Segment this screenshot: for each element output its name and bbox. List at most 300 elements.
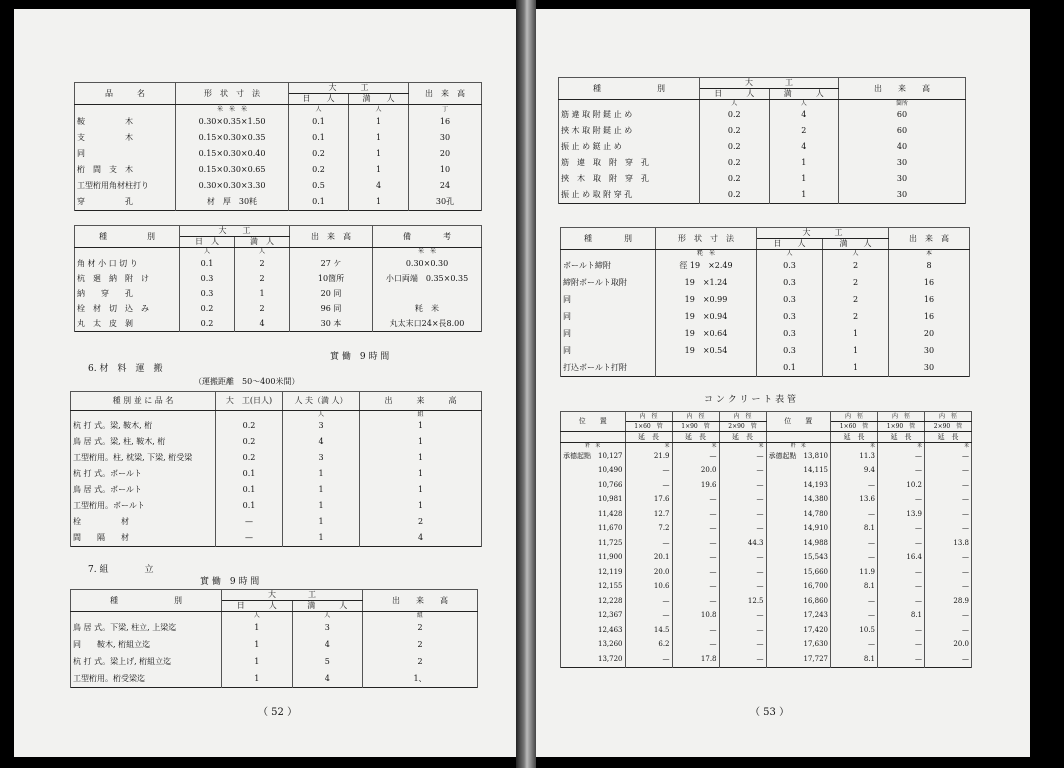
unit-c2: 米: [878, 443, 925, 450]
cell-len-1x90: —: [672, 638, 719, 653]
cell-len-1x90: —: [878, 623, 925, 638]
unit-day: 人: [700, 100, 770, 108]
cell-len-2x90: —: [719, 449, 766, 464]
section-material-transport: 6. 材 料 運 搬: [88, 364, 163, 374]
cell-daiku: 0.1: [216, 466, 283, 482]
cell-item: 工型桁用角材柱打り: [75, 178, 176, 194]
th-c2b-left: 1×90 管: [672, 422, 719, 432]
cell-full: 2: [235, 256, 290, 271]
th-c3a-left: 内 徑: [719, 412, 766, 422]
cell-len-1x90: 16.4: [878, 551, 925, 566]
cell-output: 30 本: [290, 316, 373, 332]
cell-len-2x90: —: [925, 580, 972, 595]
table-row: [561, 652, 972, 667]
th-day: 日 人: [222, 601, 293, 612]
cell-len-1x90: —: [878, 594, 925, 609]
th-len2-left: 延 長: [672, 432, 719, 443]
th-daiku: 大 工: [222, 590, 363, 601]
cell-note: [373, 286, 482, 301]
cell-output: 1: [360, 466, 482, 482]
table-row: [559, 139, 966, 155]
table-row: [561, 493, 972, 508]
cell-len-1x60: —: [625, 652, 672, 667]
cell-position: 承德起點 13,810: [766, 449, 831, 464]
th-output: 出 来 高: [363, 590, 478, 612]
cell-day: 0.2: [180, 316, 235, 332]
cell-len-1x60: 9.4: [831, 464, 878, 479]
unit-full: 人: [349, 105, 409, 115]
cell-position: 14,380: [766, 493, 831, 508]
cell-daiku: 0.1: [216, 482, 283, 498]
cell-full: 3: [292, 619, 363, 636]
cell-full: 1: [349, 162, 409, 178]
table-row: [75, 316, 482, 332]
cell-len-2x90: —: [925, 609, 972, 624]
cell-output: 16: [889, 274, 970, 291]
cell-kind: 工型桁用。桁受梁迄: [71, 670, 222, 688]
cell-len-1x90: —: [672, 522, 719, 537]
cell-ninpu: 3: [283, 418, 360, 434]
cell-len-2x90: 13.8: [925, 536, 972, 551]
cell-len-2x90: —: [925, 551, 972, 566]
th-output: 出 来 高: [290, 226, 373, 248]
cell-output: 16: [409, 114, 482, 130]
cell-len-1x90: —: [672, 551, 719, 566]
cell-note: 丸太末口24×長8.00: [373, 316, 482, 332]
cell-item: 同: [75, 146, 176, 162]
th-full: 満 人: [235, 237, 290, 248]
table-row: [75, 301, 482, 316]
cell-kind: 栓 材: [71, 514, 216, 530]
cell-daiku: —: [216, 530, 283, 547]
cell-len-1x90: —: [878, 449, 925, 464]
table-row: [561, 594, 972, 609]
cell-kind: 栓 材 切 込 み: [75, 301, 180, 316]
table-row: [75, 162, 482, 178]
cell-daiku: 0.2: [216, 434, 283, 450]
cell-len-2x90: —: [925, 623, 972, 638]
cell-len-2x90: —: [719, 565, 766, 580]
cell-len-1x90: —: [878, 565, 925, 580]
cell-len-2x90: —: [719, 638, 766, 653]
cell-full: 2: [823, 291, 889, 308]
cell-kind: 同: [561, 291, 656, 308]
cell-full: 1: [823, 342, 889, 359]
cell-len-1x90: —: [878, 522, 925, 537]
cell-len-1x90: 13.9: [878, 507, 925, 522]
unit-note: 米 米: [373, 248, 482, 257]
table-row: [75, 286, 482, 301]
cell-full: 1: [769, 155, 839, 171]
table-row: [561, 478, 972, 493]
unit-output: 組: [363, 612, 478, 620]
cell-len-1x60: 8.1: [831, 522, 878, 537]
cell-kind: 打込ボールト打附: [561, 359, 656, 377]
cell-full: 2: [769, 123, 839, 139]
cell-daiku: 0.1: [216, 498, 283, 514]
th-kind: 種 別: [561, 228, 656, 250]
cell-len-1x90: —: [878, 638, 925, 653]
cell-len-1x90: —: [878, 464, 925, 479]
cell-position: 14,780: [766, 507, 831, 522]
cell-position: 13,720: [561, 652, 626, 667]
cell-position: 14,988: [766, 536, 831, 551]
cell-output: 20: [889, 325, 970, 342]
cell-len-1x60: —: [625, 464, 672, 479]
cell-full: 1: [349, 146, 409, 162]
cell-len-1x60: —: [831, 536, 878, 551]
table-body: [561, 250, 970, 377]
cell-len-1x60: 20.1: [625, 551, 672, 566]
cell-item: 支 木: [75, 130, 176, 146]
cell-kind: ボールト締附: [561, 257, 656, 274]
cell-dims: 徑 19 ×2.49: [656, 257, 757, 274]
cell-day: 0.3: [757, 257, 823, 274]
cell-kind: 角 材 小 口 切 り: [75, 256, 180, 271]
section-concrete-pipe: コ ン ク リ ー ト 表 管: [704, 395, 797, 405]
cell-kind: 間 隔 材: [71, 530, 216, 547]
th-pos-right: 位 置: [766, 412, 831, 432]
cell-position: 11,725: [561, 536, 626, 551]
cell-kind: 鳥 居 式。ボールト: [71, 482, 216, 498]
cell-kind: 杭 打 式。梁上げ, 桁組立迄: [71, 653, 222, 670]
table-row: [561, 536, 972, 551]
table-row: [561, 342, 970, 359]
cell-output: 10箇所: [290, 271, 373, 286]
table-row: [561, 609, 972, 624]
th-len-blank: [766, 432, 831, 443]
table-row: [71, 498, 482, 514]
th-day: 日 人: [700, 89, 770, 100]
cell-kind: 工型桁用。柱, 枕梁, 下梁, 桁受梁: [71, 450, 216, 466]
cell-kind: 挾 木 取 附 鎹 止 め: [559, 123, 700, 139]
cell-day: 0.3: [757, 291, 823, 308]
cell-len-1x90: 10.2: [878, 478, 925, 493]
th-len3-right: 延 長: [925, 432, 972, 443]
cell-full: 1: [823, 325, 889, 342]
cell-len-2x90: —: [719, 493, 766, 508]
unit-ninpu: 人: [283, 411, 360, 419]
cell-day: 0.2: [289, 146, 349, 162]
cell-position: 12,228: [561, 594, 626, 609]
cell-position: 14,193: [766, 478, 831, 493]
table-row: [75, 256, 482, 271]
cell-len-1x60: —: [831, 638, 878, 653]
table-assembly: [70, 589, 478, 688]
cell-len-2x90: —: [925, 464, 972, 479]
table-body: [561, 443, 972, 668]
cell-output: 30: [839, 171, 966, 187]
cell-full: 4: [292, 670, 363, 688]
th-full: 満 人: [292, 601, 363, 612]
cell-kind: 振 止 め 取 附 穿 孔: [559, 187, 700, 204]
cell-output: 20: [409, 146, 482, 162]
cell-len-2x90: —: [719, 551, 766, 566]
cell-day: 0.1: [289, 130, 349, 146]
th-len1-left: 延 長: [625, 432, 672, 443]
cell-full: 2: [235, 271, 290, 286]
cell-len-2x90: —: [719, 652, 766, 667]
table-body: [559, 100, 966, 204]
cell-output: 16: [889, 291, 970, 308]
th-kind: 種 別: [559, 78, 700, 100]
cell-position: 17,243: [766, 609, 831, 624]
th-c1a-left: 内 徑: [625, 412, 672, 422]
cell-output: 1: [360, 498, 482, 514]
th-c1a-right: 内 徑: [831, 412, 878, 422]
cell-position: 17,727: [766, 652, 831, 667]
cell-kind: 納 穿 孔: [75, 286, 180, 301]
table-row: [561, 580, 972, 595]
cell-day: 0.2: [289, 162, 349, 178]
table-row: [71, 619, 478, 636]
table-body: [75, 105, 482, 211]
cell-day: 0.1: [180, 256, 235, 271]
th-c3b-right: 2×90 管: [925, 422, 972, 432]
table-row: [561, 464, 972, 479]
cell-len-1x90: —: [672, 493, 719, 508]
cell-len-1x60: —: [831, 507, 878, 522]
table-row: [561, 449, 972, 464]
cell-ninpu: 1: [283, 530, 360, 547]
cell-kind: 鳥 居 式。下梁, 柱立, 上梁迄: [71, 619, 222, 636]
table-row: [561, 638, 972, 653]
th-dims: 形 状 寸 法: [656, 228, 757, 250]
cell-position: 10,766: [561, 478, 626, 493]
cell-output: 2: [363, 636, 478, 653]
cell-len-1x60: —: [625, 536, 672, 551]
cell-output: 24: [409, 178, 482, 194]
table-row: [561, 257, 970, 274]
cell-len-2x90: —: [719, 522, 766, 537]
cell-full: 1: [349, 130, 409, 146]
cell-dims: 0.15×0.30×0.65: [176, 162, 289, 178]
cell-len-1x60: 11.3: [831, 449, 878, 464]
book-spine: [516, 0, 536, 768]
table-row: [71, 482, 482, 498]
cell-day: 0.3: [180, 286, 235, 301]
cell-full: 4: [349, 178, 409, 194]
unit-dims: 米 米 米: [176, 105, 289, 115]
th-output: 出 来 高: [839, 78, 966, 100]
unit-day: 人: [757, 250, 823, 258]
cell-len-1x90: —: [672, 507, 719, 522]
cell-full: 1: [823, 359, 889, 377]
th-c3a-right: 内 徑: [925, 412, 972, 422]
cell-len-1x60: —: [831, 609, 878, 624]
cell-daiku: 0.2: [216, 450, 283, 466]
cell-len-1x60: 13.6: [831, 493, 878, 508]
th-c2a-right: 内 徑: [878, 412, 925, 422]
cell-position: 11,900: [561, 551, 626, 566]
th-c3b-left: 2×90 管: [719, 422, 766, 432]
cell-len-1x60: 14.5: [625, 623, 672, 638]
cell-full: 1: [769, 187, 839, 204]
cell-day: 0.2: [700, 155, 770, 171]
unit-day: 人: [289, 105, 349, 115]
cell-day: 0.3: [757, 308, 823, 325]
table-transport: [70, 391, 482, 547]
unit-pos: 粁 米: [561, 443, 626, 450]
cell-day: 0.5: [289, 178, 349, 194]
cell-output: 30: [889, 359, 970, 377]
table-row: [71, 466, 482, 482]
table-row: [71, 450, 482, 466]
unit-c3: 米: [719, 443, 766, 450]
unit-full: 人: [823, 250, 889, 258]
cell-day: 0.3: [757, 325, 823, 342]
cell-day: 0.3: [757, 342, 823, 359]
cell-len-1x90: —: [672, 580, 719, 595]
cell-dims: 0.15×0.30×0.40: [176, 146, 289, 162]
cell-full: 1: [349, 194, 409, 211]
cell-ninpu: 1: [283, 498, 360, 514]
cell-dims: [656, 359, 757, 377]
working-hours-label: 實 働 9 時 間: [200, 577, 260, 587]
cell-output: 2: [360, 514, 482, 530]
cell-len-1x90: —: [878, 580, 925, 595]
table-row: [561, 325, 970, 342]
cell-len-1x90: 10.8: [672, 609, 719, 624]
cell-full: 5: [292, 653, 363, 670]
th-pos-left: 位 置: [561, 412, 626, 432]
table-row: [75, 178, 482, 194]
cell-ninpu: 1: [283, 514, 360, 530]
unit-c1: 米: [831, 443, 878, 450]
cell-len-2x90: —: [925, 507, 972, 522]
cell-len-1x90: 8.1: [878, 609, 925, 624]
table-row: [559, 107, 966, 123]
unit-dims: 粍 米: [656, 250, 757, 258]
cell-len-1x60: 10.5: [831, 623, 878, 638]
cell-len-1x60: —: [625, 609, 672, 624]
cell-day: 1: [222, 670, 293, 688]
cell-len-1x60: 7.2: [625, 522, 672, 537]
cell-ninpu: 3: [283, 450, 360, 466]
cell-kind: 同: [561, 325, 656, 342]
cell-output: 10: [409, 162, 482, 178]
cell-day: 1: [222, 653, 293, 670]
unit-full: 人: [769, 100, 839, 108]
table-row: [559, 123, 966, 139]
cell-kind: 丸 太 皮 剝: [75, 316, 180, 332]
cell-note: 0.30×0.30: [373, 256, 482, 271]
th-kind: 種 別: [71, 590, 222, 612]
cell-len-1x60: —: [831, 551, 878, 566]
cell-full: 4: [769, 107, 839, 123]
table-concrete-pipe: [560, 411, 972, 668]
table-row: [71, 653, 478, 670]
cell-position: 10,490: [561, 464, 626, 479]
cell-output: 1: [360, 434, 482, 450]
cell-day: 0.2: [180, 301, 235, 316]
cell-len-1x90: —: [878, 493, 925, 508]
cell-len-1x60: 8.1: [831, 652, 878, 667]
cell-output: 96 同: [290, 301, 373, 316]
cell-len-1x90: —: [672, 594, 719, 609]
cell-kind: 同: [561, 342, 656, 359]
cell-len-1x60: —: [625, 478, 672, 493]
unit-output: 丁: [409, 105, 482, 115]
cell-dims: 材 厚 30粍: [176, 194, 289, 211]
cell-len-2x90: —: [925, 652, 972, 667]
cell-position: 11,428: [561, 507, 626, 522]
table-row: [75, 146, 482, 162]
table-bracing: [558, 77, 966, 204]
cell-output: 30: [839, 187, 966, 204]
cell-dims: 0.30×0.30×3.30: [176, 178, 289, 194]
th-kind: 種 別: [75, 226, 180, 248]
cell-output: 30: [889, 342, 970, 359]
th-len1-right: 延 長: [831, 432, 878, 443]
cell-output: 27 ケ: [290, 256, 373, 271]
th-item: 品 名: [75, 83, 176, 105]
table-row: [561, 308, 970, 325]
cell-full: 1: [349, 114, 409, 130]
cell-day: 0.2: [700, 187, 770, 204]
cell-position: 15,660: [766, 565, 831, 580]
table-body: [71, 612, 478, 688]
page-number: （ 53 ）: [750, 707, 790, 718]
cell-kind: 工型桁用。ボールト: [71, 498, 216, 514]
unit-output: 箇所: [839, 100, 966, 108]
table-body: [71, 411, 482, 547]
th-c1b-left: 1×60 管: [625, 422, 672, 432]
table-row: [75, 194, 482, 211]
th-full: 満 人: [823, 239, 889, 250]
cell-position: 16,700: [766, 580, 831, 595]
table-row: [71, 530, 482, 547]
cell-len-1x60: 11.9: [831, 565, 878, 580]
cell-len-1x90: —: [672, 623, 719, 638]
cell-kind: 振 止 め 鎹 止 め: [559, 139, 700, 155]
cell-dims: 19 ×0.94: [656, 308, 757, 325]
th-c1b-right: 1×60 管: [831, 422, 878, 432]
cell-day: 0.3: [757, 274, 823, 291]
table-timber-shapes: [74, 82, 482, 211]
cell-output: 8: [889, 257, 970, 274]
table-row: [561, 623, 972, 638]
cell-len-2x90: —: [719, 623, 766, 638]
cell-output: 2: [363, 619, 478, 636]
cell-output: 4: [360, 530, 482, 547]
cell-position: 12,119: [561, 565, 626, 580]
table-row: [561, 274, 970, 291]
cell-output: 16: [889, 308, 970, 325]
cell-len-2x90: —: [925, 522, 972, 537]
table-row: [75, 130, 482, 146]
unit-full: 人: [235, 248, 290, 257]
cell-len-2x90: —: [719, 464, 766, 479]
cell-output: 2: [363, 653, 478, 670]
cell-output: 20 同: [290, 286, 373, 301]
cell-len-1x90: 19.6: [672, 478, 719, 493]
cell-full: 2: [235, 301, 290, 316]
table-row: [71, 434, 482, 450]
table-row: [71, 514, 482, 530]
table-row: [561, 359, 970, 377]
th-c2b-right: 1×90 管: [878, 422, 925, 432]
th-daiku: 大 工: [700, 78, 839, 89]
cell-note: 粍 米: [373, 301, 482, 316]
cell-dims: 19 ×0.64: [656, 325, 757, 342]
cell-day: 1: [222, 619, 293, 636]
cell-item: 鞍 木: [75, 114, 176, 130]
cell-kind: 同 鞍木, 桁組立迄: [71, 636, 222, 653]
cell-day: 0.3: [180, 271, 235, 286]
cell-len-2x90: 44.3: [719, 536, 766, 551]
cell-day: 0.2: [700, 107, 770, 123]
